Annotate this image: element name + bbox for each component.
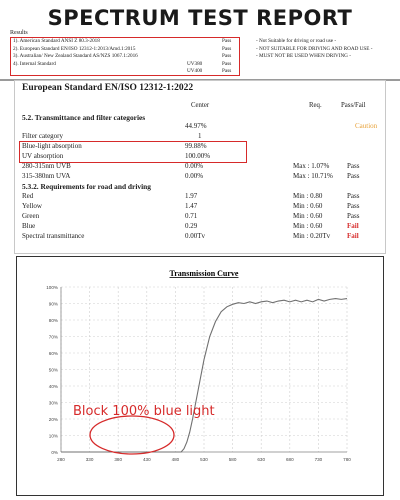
y-tick-label: 90% [48, 301, 58, 307]
y-tick-label: 0% [51, 450, 58, 455]
report-document [14, 80, 386, 254]
standard-row [11, 53, 239, 61]
report-title: SPECTRUM TEST REPORT [47, 6, 353, 30]
row-req: Min : 0.60 [293, 222, 323, 230]
blue-light-ellipse-highlight [90, 416, 174, 454]
standard-title: European Standard EN/ISO 12312-1:2022 [22, 83, 194, 93]
note-line: - Not Suitable for driving or road use - [256, 38, 337, 44]
column-header-req: Req. [309, 102, 322, 109]
row-name: 315-380nm UVA [22, 172, 71, 180]
standard-sub: UV400 [187, 68, 203, 74]
row-req: Max : 10.71% [293, 172, 333, 180]
y-tick-label: 20% [48, 417, 58, 422]
caution-status: Caution [355, 122, 378, 130]
y-tick-label: 100% [46, 285, 58, 290]
row-value: 0.00Tv [185, 232, 206, 240]
row-req: Max : 1.07% [293, 162, 330, 170]
y-tick-label: 10% [48, 433, 58, 439]
x-tick-label: 430 [142, 457, 151, 462]
row-name: UV absorption [22, 152, 64, 160]
section-heading: 5.3.2. Requirements for road and driving [22, 182, 151, 191]
standard-sub: UV380 [187, 60, 203, 67]
standard-row [11, 61, 239, 69]
row-name: 280-315nm UVB [22, 162, 71, 170]
row-pass: Pass [347, 162, 360, 170]
standard-row [11, 46, 239, 54]
row-fail: Fail [347, 232, 359, 240]
x-tick-label: 630 [257, 457, 266, 462]
y-tick-label: 80% [48, 318, 58, 323]
y-tick-label: 40% [48, 384, 58, 389]
x-tick-label: 480 [171, 457, 180, 462]
standard-result: Pass [222, 53, 232, 59]
row-name: Green [22, 212, 40, 220]
table-row [15, 212, 385, 222]
table-row [15, 192, 385, 202]
row-value: 100.00% [185, 152, 211, 160]
chart-title: Transmission Curve [169, 269, 239, 278]
x-tick-label: 380 [114, 457, 123, 462]
standards-box [10, 37, 240, 76]
y-tick-label: 70% [48, 334, 58, 340]
x-tick-label: 680 [285, 457, 294, 462]
table-row [15, 162, 385, 172]
row-value: 0.29 [185, 222, 198, 230]
row-name: Yellow [22, 202, 42, 210]
row-req: Min : 0.80 [293, 192, 323, 200]
standard-name: 3). Australian/ New Zealand Standard AS/NZS 1067.1:2016 [13, 53, 138, 59]
row-pass: Pass [347, 212, 360, 220]
y-tick-label: 30% [48, 400, 58, 406]
x-tick-label: 730 [314, 457, 323, 462]
driving-notes [256, 38, 373, 61]
x-tick-label: 530 [200, 457, 208, 462]
row-req: Min : 0.20Tv [293, 232, 331, 240]
row-pass: Pass [347, 172, 360, 180]
row-value: 1.97 [185, 192, 198, 200]
row-name: Red [22, 192, 34, 200]
table-row [15, 202, 385, 212]
x-tick-label: 280 [57, 457, 65, 462]
x-tick-label: 780 [343, 457, 351, 462]
standard-name: 4). Internal Standard [13, 60, 56, 67]
column-header-center: Center [191, 102, 210, 109]
column-header-passfail: Pass/Fail [341, 102, 366, 109]
results-label: Results [10, 30, 28, 36]
transmission-chart [17, 257, 383, 495]
table-row [15, 232, 385, 242]
standard-name: 1). American Standard ANSI Z 80.3-2018 [13, 38, 100, 44]
row-req: Min : 0.60 [293, 212, 323, 220]
x-tick-label: 330 [85, 457, 94, 462]
row-value: 0.00% [185, 172, 204, 180]
standard-result: Pass [222, 38, 232, 44]
row-value: 0.00% [185, 162, 204, 170]
block-annotation-text: Block 100% blue light [73, 404, 215, 419]
row-pass: Pass [347, 192, 360, 200]
row-value: 1 [198, 132, 202, 140]
row-fail: Fail [347, 222, 359, 230]
luminous-value: 44.97% [185, 122, 207, 130]
note-line: - NOT SUITABLE FOR DRIVING AND ROAD USE - [256, 45, 373, 52]
row-value: 1.47 [185, 202, 198, 210]
standard-result: Pass [222, 68, 232, 74]
standard-name: 2). European Standard EN/ISO 12312-1:2013/Amd.1:2015 [13, 45, 136, 52]
transmission-chart-frame [16, 256, 384, 496]
row-req: Min : 0.60 [293, 202, 323, 210]
table-row [15, 172, 385, 182]
x-tick-label: 580 [228, 457, 237, 462]
y-tick-label: 60% [48, 351, 58, 356]
absorption-highlight-box [19, 141, 247, 163]
row-name: Blue-light absorption [22, 142, 82, 150]
row-pass: Pass [347, 202, 360, 210]
note-line: - MUST NOT BE USED WHEN DRIVING - [256, 53, 351, 59]
standard-row [11, 68, 239, 76]
row-value: 0.71 [185, 212, 198, 220]
y-tick-label: 50% [48, 367, 58, 373]
standard-result: Pass [222, 45, 232, 52]
table-row [15, 222, 385, 232]
standard-row [11, 38, 239, 46]
row-value: 99.88% [185, 142, 207, 150]
standard-result: Pass [222, 60, 232, 67]
row-name: Filter category [22, 132, 64, 140]
section-heading: 5.2. Transmittance and filter categories [22, 113, 146, 122]
luminous-row [15, 122, 385, 132]
row-name: Spectral transmittance [22, 232, 85, 240]
row-name: Blue [22, 222, 36, 230]
